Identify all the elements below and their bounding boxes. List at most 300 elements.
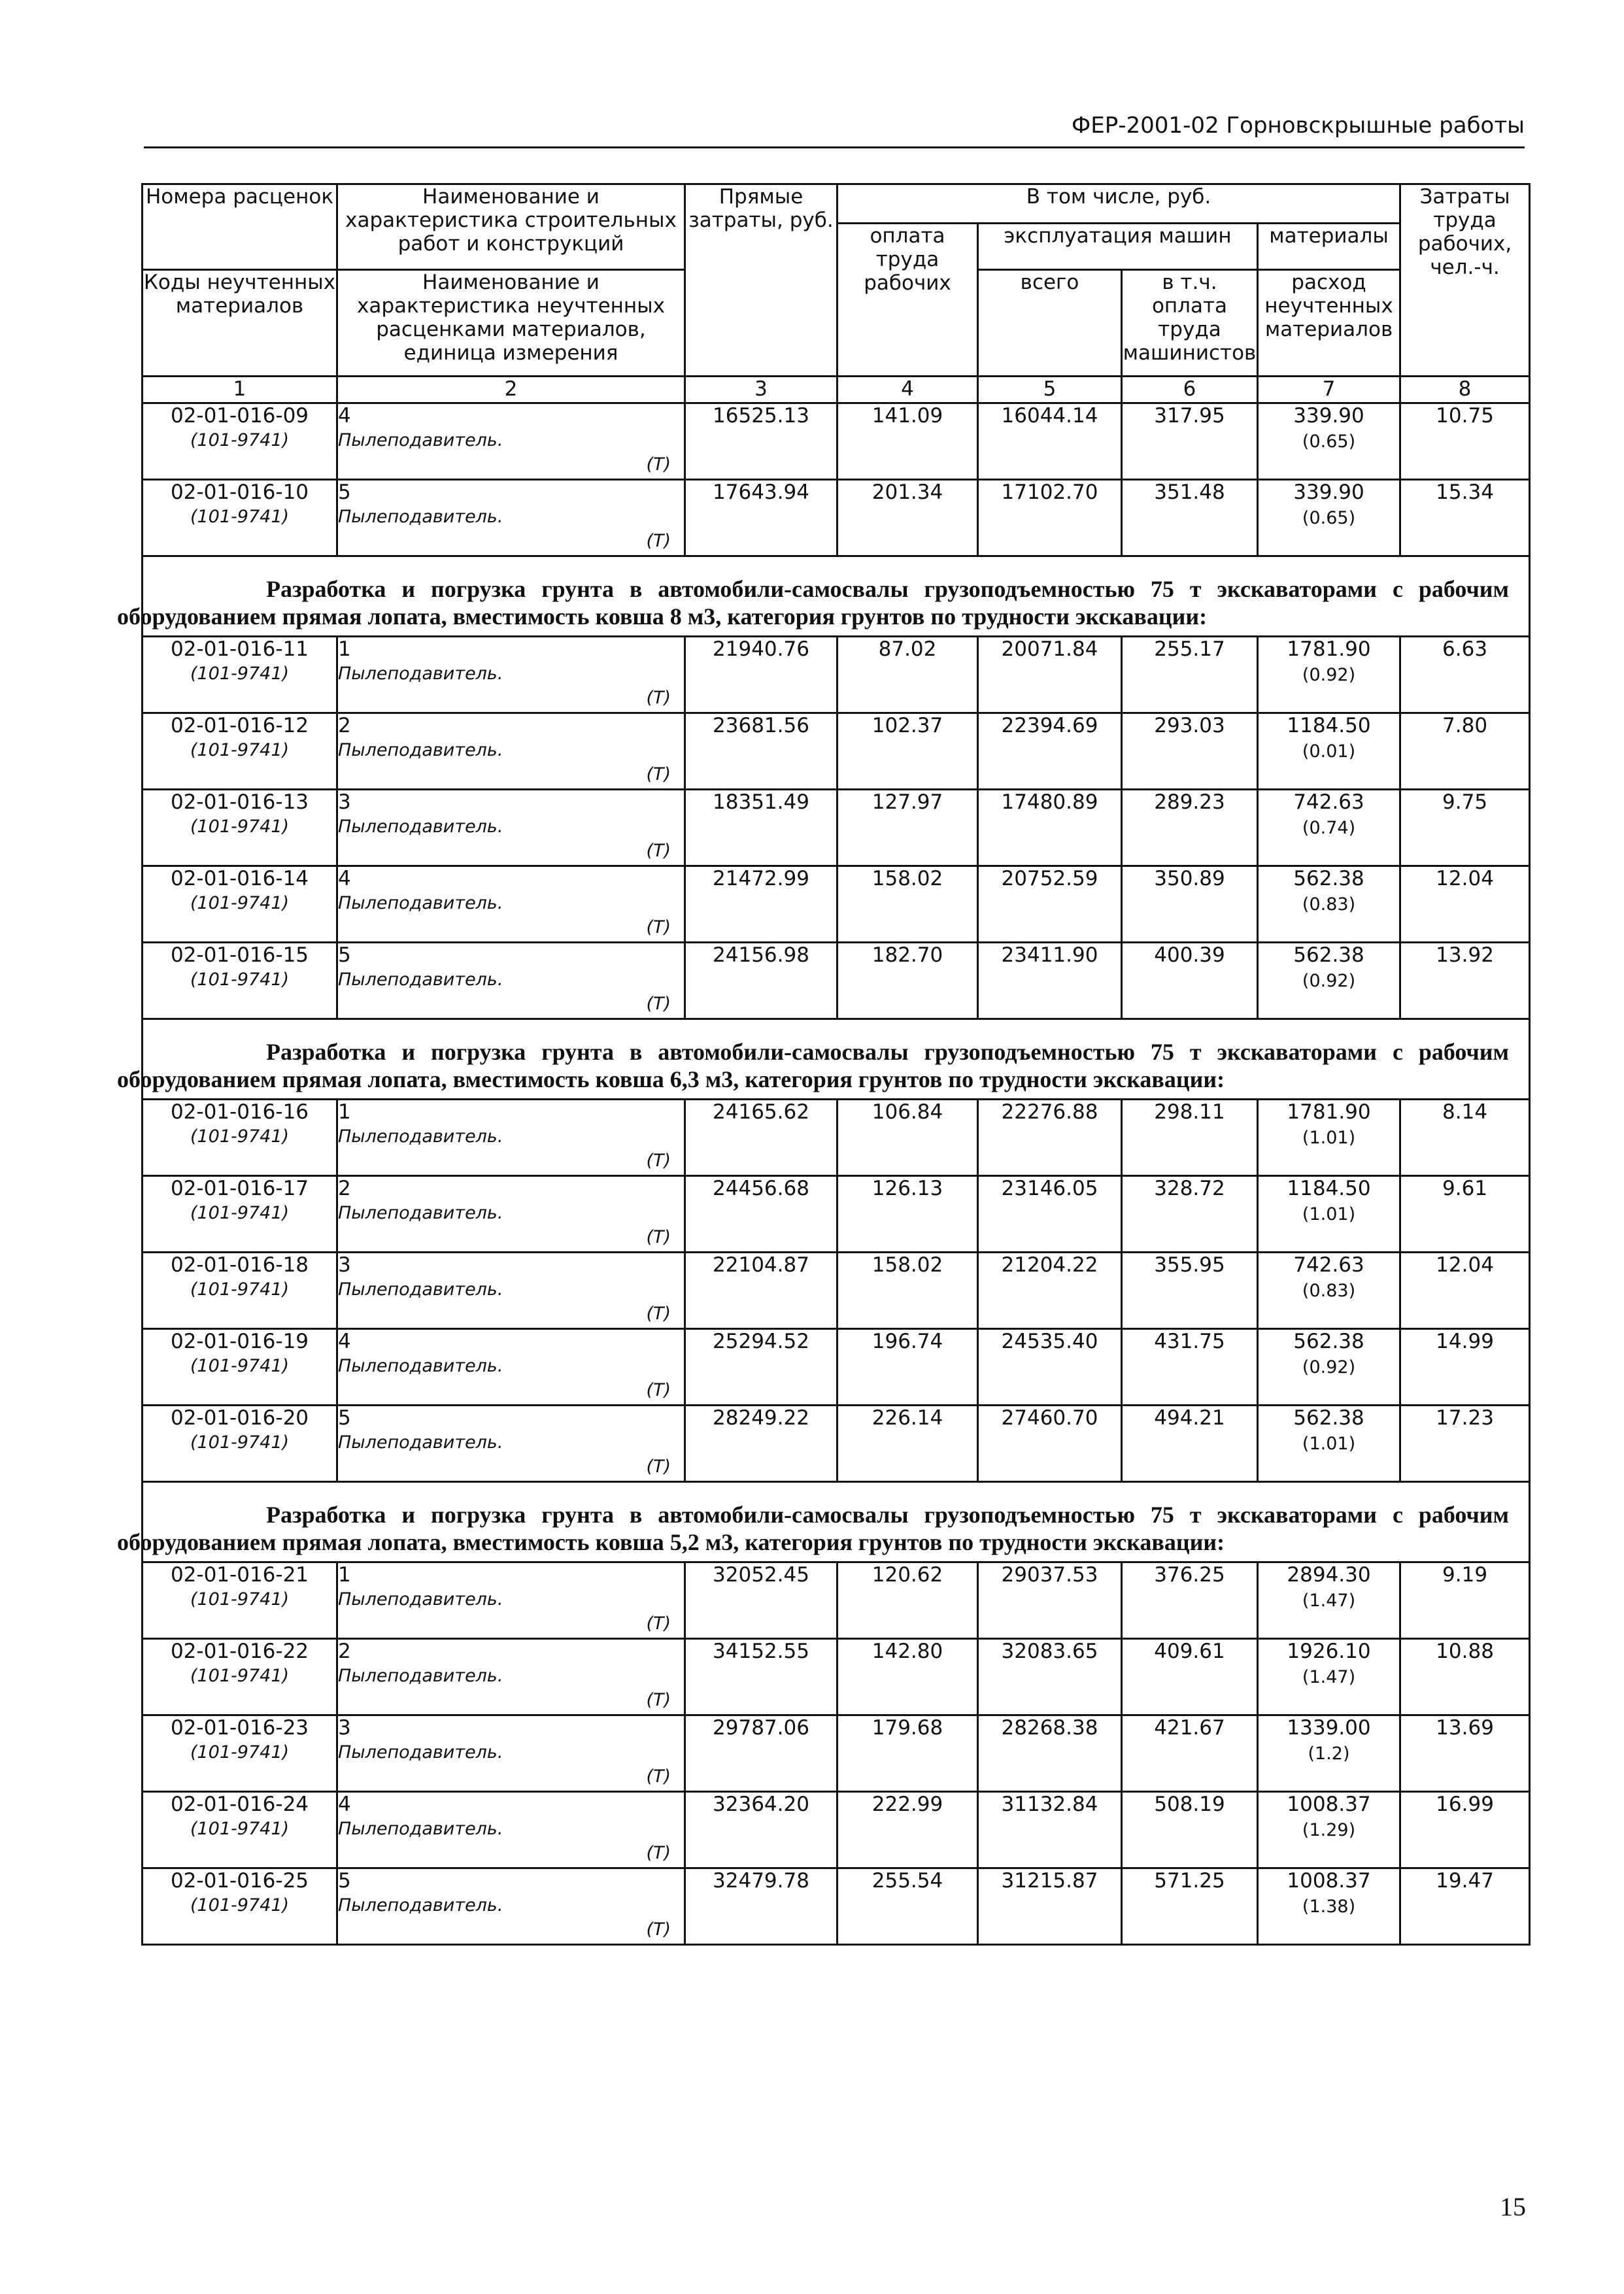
table-row — [143, 1792, 1530, 1868]
direct-cost-cell: 24456.68 — [685, 1176, 837, 1253]
materials-cell — [1258, 866, 1400, 943]
labor-hours-cell: 15.34 — [1400, 480, 1530, 556]
materials-cell — [1258, 1100, 1400, 1176]
rate-code: 02-01-016-19 — [170, 1330, 309, 1353]
material-unit: (Т) — [646, 1766, 671, 1787]
materials-cost: 1926.10 — [1287, 1640, 1371, 1663]
material-name: Пылеподавитель. — [338, 1356, 503, 1376]
labor-hours-cell: 13.69 — [1400, 1715, 1530, 1792]
materials-cost: 1339.00 — [1287, 1716, 1371, 1740]
materials-cell — [1258, 713, 1400, 790]
table-row — [143, 790, 1530, 866]
rate-number: 4 — [338, 867, 351, 890]
labor-hours-cell: 13.92 — [1400, 943, 1530, 1019]
column-numbers-row — [143, 377, 1530, 403]
material-name: Пылеподавитель. — [338, 1203, 503, 1223]
materials-cost: 1184.50 — [1287, 1177, 1371, 1200]
materials-cost: 562.38 — [1293, 1406, 1364, 1430]
machines-cell: 23411.90 — [978, 943, 1122, 1019]
labor-pay-cell: 106.84 — [837, 1100, 978, 1176]
labor-pay-cell: 255.54 — [837, 1868, 978, 1945]
labor-pay-cell: 141.09 — [837, 403, 978, 480]
machines-cell: 16044.14 — [978, 403, 1122, 480]
direct-cost-cell: 21472.99 — [685, 866, 837, 943]
labor-pay-cell: 201.34 — [837, 480, 978, 556]
rate-name-cell — [337, 1639, 685, 1715]
rate-name-cell — [337, 713, 685, 790]
machinists-cell: 494.21 — [1122, 1406, 1258, 1482]
rate-code: 02-01-016-14 — [170, 867, 309, 890]
machines-cell: 21204.22 — [978, 1253, 1122, 1329]
rate-name-cell — [337, 943, 685, 1019]
rate-code-cell — [143, 1639, 337, 1715]
material-consumption: (1.01) — [1302, 1128, 1356, 1148]
machines-cell: 22276.88 — [978, 1100, 1122, 1176]
labor-hours-cell: 9.19 — [1400, 1562, 1530, 1639]
rate-name-cell — [337, 790, 685, 866]
material-code: (101-9741) — [190, 430, 290, 450]
rate-name-cell — [337, 637, 685, 713]
col-machinists: в т.ч. оплата труда машинистов — [1122, 270, 1258, 377]
machinists-cell: 317.95 — [1122, 403, 1258, 480]
rate-name-cell — [337, 1792, 685, 1868]
rate-code: 02-01-016-20 — [170, 1406, 309, 1430]
labor-pay-cell: 87.02 — [837, 637, 978, 713]
table-row — [143, 1639, 1530, 1715]
machinists-cell: 571.25 — [1122, 1868, 1258, 1945]
section-title-cell — [117, 556, 1530, 637]
direct-cost-cell: 16525.13 — [685, 403, 837, 480]
labor-pay-cell: 127.97 — [837, 790, 978, 866]
rate-number: 2 — [338, 1177, 351, 1200]
material-unit: (Т) — [646, 454, 671, 475]
material-consumption: (0.92) — [1302, 971, 1356, 991]
rate-number: 4 — [338, 1793, 351, 1816]
machinists-cell: 400.39 — [1122, 943, 1258, 1019]
material-unit: (Т) — [646, 1151, 671, 1171]
rate-number: 5 — [338, 943, 351, 967]
materials-cost: 562.38 — [1293, 867, 1364, 890]
materials-cost: 1781.90 — [1287, 637, 1371, 661]
rate-number: 4 — [338, 1330, 351, 1353]
machines-cell: 17480.89 — [978, 790, 1122, 866]
machines-cell: 31132.84 — [978, 1792, 1122, 1868]
rate-code: 02-01-016-09 — [170, 404, 309, 428]
material-code: (101-9741) — [190, 1356, 290, 1376]
material-code: (101-9741) — [190, 1432, 290, 1453]
material-name: Пылеподавитель. — [338, 1666, 503, 1686]
material-name: Пылеподавитель. — [338, 970, 503, 990]
section-title-row — [143, 1019, 1530, 1100]
material-consumption: (1.01) — [1302, 1434, 1356, 1454]
rate-code: 02-01-016-12 — [170, 714, 309, 737]
material-code: (101-9741) — [190, 817, 290, 837]
material-unit: (Т) — [646, 994, 671, 1014]
table-row — [143, 866, 1530, 943]
column-number: 6 — [1122, 377, 1258, 403]
labor-hours-cell: 17.23 — [1400, 1406, 1530, 1482]
labor-pay-cell: 222.99 — [837, 1792, 978, 1868]
material-consumption: (1.2) — [1308, 1744, 1350, 1764]
column-number: 3 — [685, 377, 837, 403]
rate-code-cell — [143, 1792, 337, 1868]
rates-table — [117, 183, 1531, 1946]
material-name: Пылеподавитель. — [338, 1742, 503, 1763]
labor-hours-cell: 10.75 — [1400, 403, 1530, 480]
machinists-cell: 298.11 — [1122, 1100, 1258, 1176]
machines-cell: 29037.53 — [978, 1562, 1122, 1639]
direct-cost-cell: 17643.94 — [685, 480, 837, 556]
material-consumption: (0.74) — [1302, 818, 1356, 838]
direct-cost-cell: 23681.56 — [685, 713, 837, 790]
table-row — [143, 943, 1530, 1019]
material-code: (101-9741) — [190, 507, 290, 527]
rate-name-cell — [337, 480, 685, 556]
col-materials-sub: расход неучтенных материалов — [1258, 270, 1400, 377]
materials-cost: 1781.90 — [1287, 1100, 1371, 1124]
labor-hours-cell: 12.04 — [1400, 866, 1530, 943]
machinists-cell: 350.89 — [1122, 866, 1258, 943]
rate-name-cell — [337, 1176, 685, 1253]
material-consumption: (0.65) — [1302, 431, 1356, 452]
rate-code: 02-01-016-18 — [170, 1253, 309, 1277]
rate-code-cell — [143, 943, 337, 1019]
col-name-bottom: Наименование и характеристика неучтенных расценками материалов, единица измерения — [337, 270, 685, 377]
rate-code: 02-01-016-10 — [170, 481, 309, 504]
table-header — [143, 184, 1530, 403]
materials-cost: 742.63 — [1293, 790, 1364, 814]
rate-name-cell — [337, 1406, 685, 1482]
col-machines: эксплуатация машин — [978, 224, 1258, 270]
machinists-cell: 293.03 — [1122, 713, 1258, 790]
rate-number: 5 — [338, 1869, 351, 1893]
materials-cost: 339.90 — [1293, 481, 1364, 504]
material-unit: (Т) — [646, 688, 671, 708]
material-consumption: (1.47) — [1302, 1591, 1356, 1611]
table-row — [143, 1562, 1530, 1639]
material-unit: (Т) — [646, 1227, 671, 1247]
rate-number: 2 — [338, 1640, 351, 1663]
machinists-cell: 355.95 — [1122, 1253, 1258, 1329]
material-code: (101-9741) — [190, 1666, 290, 1686]
material-consumption: (1.38) — [1302, 1897, 1356, 1917]
rate-code-cell — [143, 1100, 337, 1176]
rate-code-cell — [143, 1253, 337, 1329]
section-title-cell — [117, 1482, 1530, 1562]
rate-number: 1 — [338, 1563, 351, 1587]
table-row — [143, 1406, 1530, 1482]
table-body — [117, 403, 1530, 1945]
material-name: Пылеподавитель. — [338, 1819, 503, 1839]
machines-cell: 32083.65 — [978, 1639, 1122, 1715]
material-code: (101-9741) — [190, 740, 290, 760]
rate-code-cell — [143, 403, 337, 480]
table-row — [143, 1329, 1530, 1406]
material-unit: (Т) — [646, 1304, 671, 1324]
rate-code-cell — [143, 1562, 337, 1639]
column-number: 8 — [1400, 377, 1530, 403]
material-consumption: (0.01) — [1302, 741, 1356, 762]
material-consumption: (0.92) — [1302, 665, 1356, 685]
rate-code-cell — [143, 480, 337, 556]
col-code-bottom: Коды неучтенных материалов — [143, 270, 337, 377]
rate-code: 02-01-016-22 — [170, 1640, 309, 1663]
column-number: 4 — [837, 377, 978, 403]
labor-pay-cell: 158.02 — [837, 1253, 978, 1329]
direct-cost-cell: 32364.20 — [685, 1792, 837, 1868]
direct-cost-cell: 22104.87 — [685, 1253, 837, 1329]
table-row — [143, 637, 1530, 713]
rate-name-cell — [337, 1868, 685, 1945]
rate-number: 1 — [338, 637, 351, 661]
material-unit: (Т) — [646, 531, 671, 551]
direct-cost-cell: 25294.52 — [685, 1329, 837, 1406]
labor-hours-cell: 16.99 — [1400, 1792, 1530, 1868]
material-consumption: (1.29) — [1302, 1820, 1356, 1840]
labor-pay-cell: 142.80 — [837, 1639, 978, 1715]
col-materials: материалы — [1258, 224, 1400, 270]
material-name: Пылеподавитель. — [338, 740, 503, 760]
rate-name-cell — [337, 1562, 685, 1639]
labor-pay-cell: 226.14 — [837, 1406, 978, 1482]
labor-pay-cell: 158.02 — [837, 866, 978, 943]
rate-number: 1 — [338, 1100, 351, 1124]
col-incl: В том числе, руб. — [837, 184, 1400, 224]
materials-cell — [1258, 403, 1400, 480]
rate-name-cell — [337, 403, 685, 480]
material-unit: (Т) — [646, 1843, 671, 1863]
rate-code-cell — [143, 637, 337, 713]
col-direct: Прямые затраты, руб. — [685, 184, 837, 377]
material-unit: (Т) — [646, 841, 671, 861]
material-code: (101-9741) — [190, 1203, 290, 1223]
materials-cell — [1258, 480, 1400, 556]
machines-cell: 22394.69 — [978, 713, 1122, 790]
machines-cell: 24535.40 — [978, 1329, 1122, 1406]
direct-cost-cell: 29787.06 — [685, 1715, 837, 1792]
machinists-cell: 508.19 — [1122, 1792, 1258, 1868]
material-unit: (Т) — [646, 764, 671, 784]
page-number: 15 — [1500, 2192, 1526, 2221]
material-name: Пылеподавитель. — [338, 817, 503, 837]
material-unit: (Т) — [646, 1613, 671, 1634]
labor-hours-cell: 9.75 — [1400, 790, 1530, 866]
material-consumption: (1.01) — [1302, 1204, 1356, 1224]
rate-code: 02-01-016-11 — [170, 637, 309, 661]
material-name: Пылеподавитель. — [338, 1279, 503, 1300]
rate-code-cell — [143, 1715, 337, 1792]
material-name: Пылеподавитель. — [338, 1432, 503, 1453]
rate-code: 02-01-016-17 — [170, 1177, 309, 1200]
section-title: Разработка и погрузка грунта в автомобили-самосвалы грузоподъемностью 75 т экскаваторами с рабочим оборудованием прямая лопата, вместимость ковша 8 м3, категория грунтов по трудности экскавации: — [117, 576, 1510, 630]
table-row — [143, 1715, 1530, 1792]
material-name: Пылеподавитель. — [338, 507, 503, 527]
materials-cell — [1258, 1868, 1400, 1945]
material-unit: (Т) — [646, 1690, 671, 1710]
labor-hours-cell: 6.63 — [1400, 637, 1530, 713]
material-code: (101-9741) — [190, 970, 290, 990]
direct-cost-cell: 21940.76 — [685, 637, 837, 713]
material-unit: (Т) — [646, 1919, 671, 1940]
direct-cost-cell: 32479.78 — [685, 1868, 837, 1945]
labor-pay-cell: 196.74 — [837, 1329, 978, 1406]
machines-cell: 20752.59 — [978, 866, 1122, 943]
material-name: Пылеподавитель. — [338, 893, 503, 913]
table-row — [143, 1868, 1530, 1945]
rate-code: 02-01-016-25 — [170, 1869, 309, 1893]
machinists-cell: 255.17 — [1122, 637, 1258, 713]
material-name: Пылеподавитель. — [338, 430, 503, 450]
direct-cost-cell: 24165.62 — [685, 1100, 837, 1176]
machinists-cell: 431.75 — [1122, 1329, 1258, 1406]
material-consumption: (0.83) — [1302, 1281, 1356, 1301]
rate-code-cell — [143, 713, 337, 790]
rate-number: 2 — [338, 714, 351, 737]
materials-cost: 1184.50 — [1287, 714, 1371, 737]
rate-number: 5 — [338, 1406, 351, 1430]
rate-name-cell — [337, 1329, 685, 1406]
materials-cost: 742.63 — [1293, 1253, 1364, 1277]
rate-code: 02-01-016-15 — [170, 943, 309, 967]
rate-code: 02-01-016-23 — [170, 1716, 309, 1740]
material-name: Пылеподавитель. — [338, 1589, 503, 1610]
direct-cost-cell: 34152.55 — [685, 1639, 837, 1715]
materials-cell — [1258, 1792, 1400, 1868]
table-row — [143, 1253, 1530, 1329]
col-machines-total: всего — [978, 270, 1122, 377]
material-code: (101-9741) — [190, 664, 290, 684]
rate-code: 02-01-016-21 — [170, 1563, 309, 1587]
labor-hours-cell: 19.47 — [1400, 1868, 1530, 1945]
labor-pay-cell: 182.70 — [837, 943, 978, 1019]
machines-cell: 20071.84 — [978, 637, 1122, 713]
material-name: Пылеподавитель. — [338, 1895, 503, 1915]
material-unit: (Т) — [646, 917, 671, 937]
material-consumption: (0.83) — [1302, 894, 1356, 915]
direct-cost-cell: 18351.49 — [685, 790, 837, 866]
column-number: 1 — [143, 377, 337, 403]
labor-hours-cell: 10.88 — [1400, 1639, 1530, 1715]
machinists-cell: 351.48 — [1122, 480, 1258, 556]
materials-cost: 562.38 — [1293, 943, 1364, 967]
labor-pay-cell: 102.37 — [837, 713, 978, 790]
machinists-cell: 409.61 — [1122, 1639, 1258, 1715]
materials-cell — [1258, 1329, 1400, 1406]
machines-cell: 23146.05 — [978, 1176, 1122, 1253]
labor-hours-cell: 7.80 — [1400, 713, 1530, 790]
machines-cell: 31215.87 — [978, 1868, 1122, 1945]
material-code: (101-9741) — [190, 893, 290, 913]
machinists-cell: 421.67 — [1122, 1715, 1258, 1792]
labor-pay-cell: 179.68 — [837, 1715, 978, 1792]
materials-cell — [1258, 1715, 1400, 1792]
materials-cost: 2894.30 — [1287, 1563, 1371, 1587]
col-code-top: Номера расценок — [143, 184, 337, 270]
labor-hours-cell: 12.04 — [1400, 1253, 1530, 1329]
rate-number: 3 — [338, 1253, 351, 1277]
materials-cell — [1258, 1562, 1400, 1639]
rate-code-cell — [143, 1329, 337, 1406]
materials-cost: 339.90 — [1293, 404, 1364, 428]
labor-hours-cell: 8.14 — [1400, 1100, 1530, 1176]
machines-cell: 27460.70 — [978, 1406, 1122, 1482]
material-code: (101-9741) — [190, 1589, 290, 1610]
section-title: Разработка и погрузка грунта в автомобили-самосвалы грузоподъемностью 75 т экскаваторами с рабочим оборудованием прямая лопата, вместимость ковша 5,2 м3, категория грунтов по трудности экскавации: — [117, 1502, 1510, 1555]
rate-code: 02-01-016-13 — [170, 790, 309, 814]
column-number: 7 — [1258, 377, 1400, 403]
material-code: (101-9741) — [190, 1126, 290, 1147]
materials-cost: 1008.37 — [1287, 1793, 1371, 1816]
table-row — [143, 480, 1530, 556]
col-labor: Затраты труда рабочих, чел.-ч. — [1400, 184, 1530, 377]
material-consumption: (0.65) — [1302, 508, 1356, 528]
materials-cell — [1258, 1639, 1400, 1715]
column-number: 5 — [978, 377, 1122, 403]
rate-code-cell — [143, 866, 337, 943]
machinists-cell: 289.23 — [1122, 790, 1258, 866]
running-title: ФЕР-2001-02 Горновскрышные работы — [1072, 112, 1525, 139]
machines-cell: 28268.38 — [978, 1715, 1122, 1792]
section-title-row — [143, 556, 1530, 637]
section-title-row — [143, 1482, 1530, 1562]
direct-cost-cell: 24156.98 — [685, 943, 837, 1019]
direct-cost-cell: 32052.45 — [685, 1562, 837, 1639]
direct-cost-cell: 28249.22 — [685, 1406, 837, 1482]
materials-cell — [1258, 1176, 1400, 1253]
column-number: 2 — [337, 377, 685, 403]
table-row — [143, 1100, 1530, 1176]
rate-code: 02-01-016-16 — [170, 1100, 309, 1124]
table-row — [143, 403, 1530, 480]
rate-number: 3 — [338, 1716, 351, 1740]
col-name-top: Наименование и характеристика строительных работ и конструкций — [337, 184, 685, 270]
material-name: Пылеподавитель. — [338, 664, 503, 684]
material-name: Пылеподавитель. — [338, 1126, 503, 1147]
rate-name-cell — [337, 1253, 685, 1329]
material-code: (101-9741) — [190, 1279, 290, 1300]
section-title-cell — [117, 1019, 1530, 1100]
rate-code-cell — [143, 790, 337, 866]
material-unit: (Т) — [646, 1380, 671, 1400]
material-code: (101-9741) — [190, 1819, 290, 1839]
running-header — [144, 110, 1525, 148]
material-code: (101-9741) — [190, 1895, 290, 1915]
rate-number: 5 — [338, 481, 351, 504]
materials-cost: 1008.37 — [1287, 1869, 1371, 1893]
col-labor-pay: оплата труда рабочих — [837, 224, 978, 377]
rate-code-cell — [143, 1868, 337, 1945]
labor-hours-cell: 9.61 — [1400, 1176, 1530, 1253]
rate-number: 4 — [338, 404, 351, 428]
materials-cell — [1258, 1406, 1400, 1482]
machinists-cell: 328.72 — [1122, 1176, 1258, 1253]
material-consumption: (0.92) — [1302, 1357, 1356, 1377]
machinists-cell: 376.25 — [1122, 1562, 1258, 1639]
material-unit: (Т) — [646, 1457, 671, 1477]
labor-pay-cell: 120.62 — [837, 1562, 978, 1639]
rate-name-cell — [337, 1715, 685, 1792]
materials-cell — [1258, 1253, 1400, 1329]
materials-cost: 562.38 — [1293, 1330, 1364, 1353]
materials-cell — [1258, 943, 1400, 1019]
materials-cell — [1258, 637, 1400, 713]
rate-number: 3 — [338, 790, 351, 814]
materials-cell — [1258, 790, 1400, 866]
rate-name-cell — [337, 866, 685, 943]
machines-cell: 17102.70 — [978, 480, 1122, 556]
section-title: Разработка и погрузка грунта в автомобили-самосвалы грузоподъемностью 75 т экскаваторами с рабочим оборудованием прямая лопата, вместимость ковша 6,3 м3, категория грунтов по трудности экскавации: — [117, 1039, 1510, 1092]
rate-code-cell — [143, 1406, 337, 1482]
